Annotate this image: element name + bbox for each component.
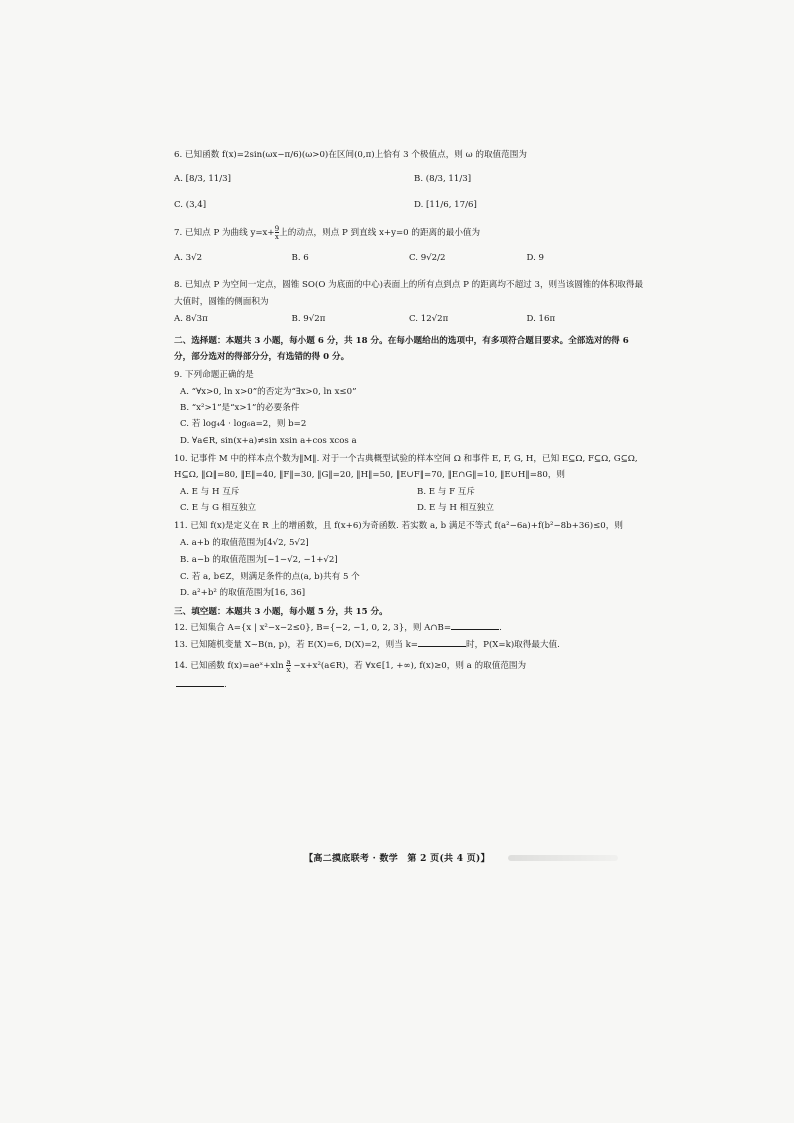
q7-frac-num: 9 <box>274 224 280 234</box>
q7-option-c: C. 9√2/2 <box>409 252 446 263</box>
q11-option-a: A. a+b 的取值范围为[4√2, 5√2] <box>180 538 309 549</box>
q14-text-before: 14. 已知函数 f(x)=aeˣ+xln <box>174 661 284 672</box>
q14-text-after: −x+x²(a∈R)，若 ∀x∈[1, +∞), f(x)≥0，则 a 的取值范围为 <box>293 661 527 672</box>
section-3-heading: 三、填空题：本题共 3 小题，每小题 5 分，共 15 分。 <box>174 607 388 618</box>
q8-option-b: B. 9√2π <box>291 314 326 324</box>
q14-frac-den: x <box>286 665 291 675</box>
section-2-heading: 二、选择题：本题共 3 小题，每小题 6 分，共 18 分。在每小题给出的选项中，有多项符合题目要求。全部选对的得 6 分，部分选对的得部分分，有选错的得 0 分。 <box>174 335 629 363</box>
q12-text-before: 12. 已知集合 A={x | x²−x−2≤0}, B={−2, −1, 0, 2, 3}，则 A∩B= <box>174 623 452 634</box>
q13-text-before: 13. 已知随机变量 X~B(n, p)，若 E(X)=6, D(X)=2，则当 k= <box>174 639 418 650</box>
q12-answer-blank <box>451 621 499 630</box>
question-11 <box>174 518 644 602</box>
q9-option-b: B. “x²>1”是“x>1”的必要条件 <box>180 403 300 414</box>
q10-option-c: C. E 与 G 相互独立 <box>180 503 257 514</box>
q8-option-d: D. 16π <box>526 314 556 324</box>
question-7 <box>174 225 644 263</box>
question-8-options <box>174 314 644 325</box>
question-7-options <box>174 253 644 264</box>
q7-stem-after: 上的动点，则点 P 到直线 x+y=0 的距离的最小值为 <box>279 228 481 239</box>
q11-option-c: C. 若 a, b∈Z，则满足条件的点(a, b)共有 5 个 <box>180 571 360 582</box>
question-6-options <box>174 174 644 211</box>
q8-option-a: A. 8√3π <box>174 314 208 324</box>
q13-text-after: 时，P(X=k)取得最大值. <box>465 639 560 650</box>
q14-frac-num: a <box>286 656 291 666</box>
q9-option-a: A. “∀x>0, ln x>0”的否定为“∃x>0, ln x≤0” <box>180 386 357 397</box>
question-7-stem <box>174 225 644 240</box>
q10-option-d: D. E 与 H 相互独立 <box>417 503 494 514</box>
q13-answer-blank <box>418 638 466 647</box>
q7-frac-den: x <box>274 232 279 242</box>
q7-option-d: D. 9 <box>526 252 545 263</box>
q9-option-c: C. 若 log₄4 · log₆a=2，则 b=2 <box>180 419 307 430</box>
question-6-stem: 6. 已知函数 f(x)=2sin(ωx−π/6)(ω>0)在区间(0,π)上恰有 3 个极值点，则 ω 的取值范围为 <box>174 150 527 160</box>
q11-option-d: D. a²+b² 的取值范围为[16, 36] <box>180 588 306 599</box>
question-13 <box>174 637 644 653</box>
question-10 <box>174 451 644 516</box>
q10-option-a: A. E 与 H 互斥 <box>180 486 240 497</box>
question-6 <box>174 150 644 211</box>
question-12 <box>174 620 644 636</box>
q6-option-d: D. [11/6, 17/6] <box>414 200 477 211</box>
question-8-stem: 8. 已知点 P 为空间一定点，圆锥 SO(O 为底面的中心)表面上的所有点到点 P 的距离均不超过 3，则当该圆锥的体积取得最大值时，圆锥的侧面积为 <box>174 280 644 307</box>
question-10-options <box>174 484 644 517</box>
q6-option-b: B. (8/3, 11/3] <box>414 173 472 184</box>
page-footer: 【高二摸底联考 · 数学 第 2 页(共 4 页)】 <box>304 854 490 864</box>
q11-option-b: B. a−b 的取值范围为[−1−√2, −1+√2] <box>180 554 338 565</box>
q6-option-a: A. [8/3, 11/3] <box>174 173 231 184</box>
question-10-stem: 10. 记事件 M 中的样本点个数为‖M‖. 对于一个古典概型试验的样本空间 Ω 和事件 E, F, G, H，已知 E⊆Ω, F⊆Ω, G⊆Ω, H⊆Ω, ‖Ω‖=80, ‖E‖=40, ‖F‖=30, ‖G‖=20, ‖H‖=50, ‖E∪F‖=70, ‖E∩G‖=10, ‖E∪H‖=80，则 <box>174 454 638 481</box>
question-9 <box>174 367 644 449</box>
q7-option-b: B. 6 <box>291 252 309 263</box>
question-14 <box>174 657 644 695</box>
q14-answer-blank <box>176 678 224 687</box>
q7-stem-before: 7. 已知点 P 为曲线 y=x+ <box>174 228 275 239</box>
question-11-stem: 11. 已知 f(x)是定义在 R 上的增函数，且 f(x+6)为奇函数. 若实数 a, b 满足不等式 f(a²−6a)+f(b²−8b+36)≤0，则 <box>174 521 623 532</box>
q10-option-b: B. E 与 F 互斥 <box>417 486 475 497</box>
q7-option-a: A. 3√2 <box>174 252 203 263</box>
q14-fraction <box>286 658 290 673</box>
question-8 <box>174 277 644 324</box>
q14-text-end: . <box>224 679 227 690</box>
watermark-smudge <box>508 855 618 861</box>
q9-option-d: D. ∀a∈R, sin(x+a)≠sin xsin a+cos xcos a <box>180 435 357 446</box>
q8-option-c: C. 12√2π <box>409 314 449 324</box>
question-9-stem: 9. 下列命题正确的是 <box>174 370 254 381</box>
q12-text-after: . <box>499 623 502 634</box>
exam-content <box>174 150 644 695</box>
q6-option-c: C. (3,4] <box>174 200 207 211</box>
